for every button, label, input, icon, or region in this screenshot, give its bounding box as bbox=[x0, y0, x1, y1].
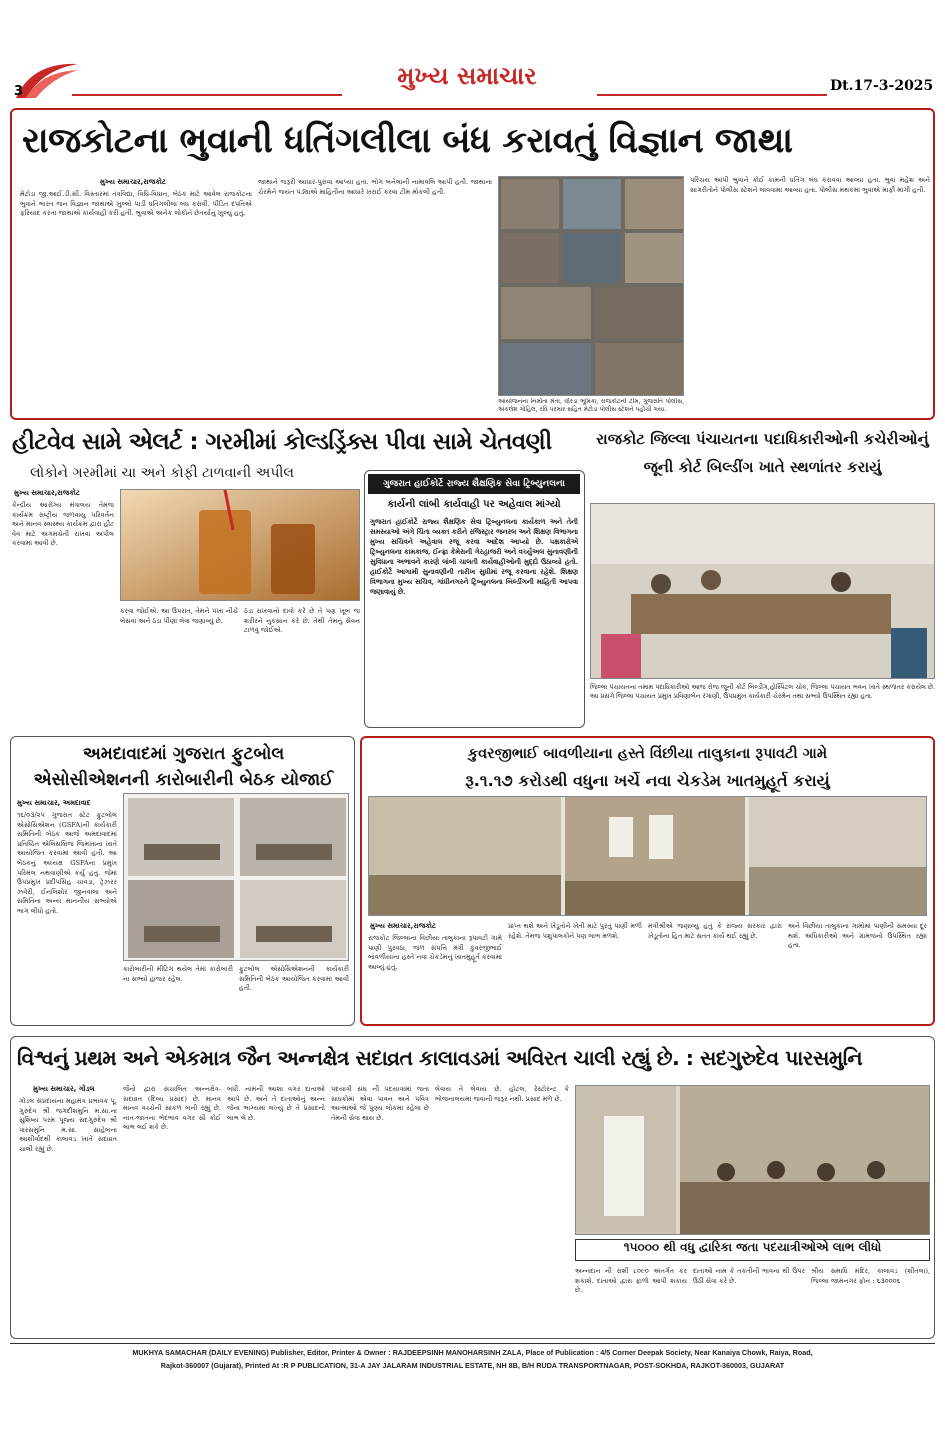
story7-col3: બધી. નામની આશા વગર દાતાઓ આપે છે. અને તે દાતાઓનું અન્ન જેના ભાગ્યમાં લખ્યું છે તે પ્રસાદનો લાભ લે છે. bbox=[227, 1085, 325, 1122]
story7-col2: જૈનો દ્વારા સંચાલિત અન્નક્ષેત્ર-સદાવ્રત (દિવ્ય પ્રસાદ) છે. માનવ માનવ વચ્ચેની સાંકળ બની રહ્યું છે. નાત-જાતના ભેદભાવ વગર સૌ કોઈ લાભ લઈ શકે છે. bbox=[123, 1085, 221, 1132]
masthead-rule-left bbox=[72, 94, 342, 96]
masthead-section-title: મુખ્ય સમાચાર bbox=[397, 62, 537, 90]
story2-col1: કેન્દ્રીય આરોગ્ય મંત્રાલય તેમજ કાર્યક્રમ રાષ્ટ્રીય જળવાયુ પરિવર્તન અને માનવ સ્વાસ્થ્ય કાર્યક્રમ દ્વારા હીટ વેવ માટે અગમચેતી રાખવા અપીલ કરવામાં આવી છે. bbox=[12, 501, 114, 548]
masthead-rule-right bbox=[597, 94, 827, 96]
story6-col2: પ્રાપ્ત થશે અને ખેડૂતોને ખેતી માટે પુરતું પાણી મળી રહેશે. તેમજ પશુપાલકોને પણ લાભ મળશે. bbox=[508, 922, 642, 940]
story2-col2: કરવા જોઈએ. આ ઉપરાંત, તેમને પંખા નીચે બેસવા અને ઠંડા પીણાં લેવા જણાવ્યું છે. bbox=[120, 607, 238, 625]
story7-headline: વિશ્વનું પ્રથમ અને એકમાત્ર જૈન અન્નક્ષેત્ર સદાવ્રત કાલાવડમાં અવિરત ચાલી રહ્યું છે. : સદગુરુદેવ પારસમુનિ bbox=[17, 1046, 863, 1070]
story7-photo-caption: ૧૫૦૦૦ થી વધુ દ્વારિકા જતા પદયાત્રીઓએ લાભ લીધો bbox=[575, 1239, 930, 1261]
imprint-footer bbox=[10, 1343, 935, 1377]
story7-col6-left: અન્નદાન ની રાશી ૮૦૯૦ અંતર્ગત કર શકાશે. દાતાઓ દ્વારા ફાળો આપી શકાય છે. bbox=[575, 1267, 687, 1295]
story-panchayat-shift bbox=[590, 425, 935, 730]
story4-headline-line1: રાજકોટ જિલ્લા પંચાયતના પદાધિકારીઓની કચેરીઓનું bbox=[596, 430, 929, 448]
masthead bbox=[12, 58, 933, 102]
story7-col6-right: દાતાઓ નામ કે તકતીની ભાવના થી ઉપર ઉઠી સેવા કરે છે. bbox=[693, 1267, 805, 1285]
story6-col3: મંત્રીશ્રીએ જણાવ્યું હતું કે રાજ્ય સરકાર દ્વારા ખેડૂતોના હિત માટે સતત કાર્ય થઈ રહ્યું છે. bbox=[648, 922, 782, 940]
story6-photo-ceremony bbox=[368, 796, 927, 916]
story1-col2: જાથાને જરૂરી આધાર-પુરાવા આપ્યા હતા. ભોગ બનેલાની નામાવલિ આપી હતી. જાથાના ચેરમેને જયંત પંડ્યાએ માહિતીના આધારે ખરાઈ કરવા ટીમ મોકલી હતી. bbox=[258, 178, 492, 196]
story7-col5: લેવાય તે લેવાય છે. હોટલ, રેસ્ટોરન્ટ કે ભોજનાલયમાં જવાની જરૂર નથી. પ્રસાદ મળે છે. bbox=[435, 1085, 569, 1103]
story1-headline: રાજકોટના ભુવાની ધતિંગલીલા બંધ કરાવતું વિજ્ઞાન જાથા bbox=[22, 121, 793, 161]
imprint-line1: MUKHYA SAMACHAR (DAILY EVENING) Publisher, Editor, Printer & Owner : RAJDEEPSINH MANOHARSINH ZALA, Place of Publication : 4/5 Corner Deepak Society, Near Kanaiya Chowk, Raiya, Road, bbox=[132, 1348, 813, 1357]
story-jain-annakshetra bbox=[10, 1036, 935, 1339]
story7-col7: શ્રીય સમાધિ મંદિર, કાલાવડ (શીતલા), જિલ્લા જામનગર ફોન : ૬૩૦૦૦૬ bbox=[811, 1267, 930, 1285]
story4-photo-office bbox=[590, 503, 935, 679]
story2-subhead: લોકોને ગરમીમાં ચા અને કોફી ટાળવાની અપીલ bbox=[30, 465, 295, 481]
story2-col3: ઠંડા રાખવાનો દાવો કરે છે તે પણ ખૂબ જ શરીરને નુકસાન કરે છે. તેથી તેમનું સેવન ટાળવું જોઈએ. bbox=[244, 607, 360, 635]
story7-photo-pilgrims bbox=[575, 1085, 930, 1235]
story1-dateline: મુખ્ય સમાચાર,રાજકોટ bbox=[100, 178, 167, 186]
story1-photo-grid bbox=[498, 176, 684, 396]
story5-col1: ૧૬/૦૩/૨૫ ગુજરાત સ્ટેટ ફુટબોલ એસોસિએશન (GSFA)ની કાર્યકારી સમિતિની બેઠક આજે અમદાવાદમાં પ્રતિષ્ઠિત એલિસબ્રિજ જિમખાના ખાતે આયોજિત કરવામાં આવી હતી. આ બેઠકનું અધ્યક્ષ GSFAના પ્રમુખ પરિમલ નથવાણીએ કર્યું હતું. જેમાં ઉપપ્રમુખ પ્રદીપસિંહ ચાવડા, ટ્રેઝરર ઝવેરી, ઈનલિશોર જીનવાલા અને સમિતિના અન્ય માનનીય સભ્યોએ ભાગ લીધો હતો. bbox=[17, 811, 117, 915]
page-number: 3 bbox=[14, 84, 24, 99]
story-tribunal bbox=[364, 470, 585, 728]
story5-photo-meeting bbox=[123, 793, 349, 961]
story6-headline-line2: રૂ.૧.૧૭ કરોડથી વધુના ખર્ચે નવા ચેકડેમ ખાતમુહૂર્ત કરાયું bbox=[465, 771, 830, 790]
masthead-date: Dt.17-3-2025 bbox=[830, 78, 934, 94]
story2-dateline: મુખ્ય સમાચાર,રાજકોટ bbox=[14, 489, 81, 497]
story6-headline-line1: કુવરજીભાઈ બાવળીયાના હસ્તે વિંછીયા તાલુકાના રૂપાવટી ગામે bbox=[467, 746, 828, 762]
story2-headline: હીટવેવ સામે એલર્ટ : ગરમીમાં કોલ્ડડ્રિંક્સ પીવા સામે ચેતવણી bbox=[12, 429, 552, 455]
story5-col2: કારોબારીની મીટિંગ થયેલ તેમાં કારોબારી ના સભ્યો હાજર રહેલ. bbox=[123, 965, 233, 983]
story7-col4: પદયાત્રી સંઘ ની પદયાત્રામાં જતા સાધકોમાં એવા પાવન અને પવિત્ર આત્માઓ જે પુણ્ય લોકમાં રહેલા છે તેમની સેવા થાય છે. bbox=[331, 1085, 429, 1122]
story4-caption: જિલ્લા પંચાયતના તમામ પદાધિકારીઓ આજ રોજ જૂની કોર્ટ બિલ્ડીંગ,હોસ્પિટલ ચોક, જિલ્લા પંચાયત ભવન ખાતે સ્થળાંતર કરાયેલ છે. આ પ્રસંગે જિલ્લા પંચાયત પ્રમુખ પ્રવિણાબેન રંગાણી, ઉપપ્રમુખ કાર્યકારી ચેરમેન તથા સભ્યો ઉપસ્થિત રહ્યા હતા. bbox=[590, 683, 935, 701]
story4-headline-line2: જૂની કોર્ટ બિલ્ડીંગ ખાતે સ્થળાંતર કરાયું bbox=[643, 458, 882, 476]
story1-col4: પરિચય આપી ભુવાને કોઈ કામની ધતિંગ બંધ કરાવવા આવ્યા હતા. ભુવા મહેશ અને સાગરીતોને પોલીસ સ્ટેશને લાવવામાં આવ્યા હતા. પોલીસ મથકમાં ભુવાએ માફી માંગી હતી. bbox=[690, 176, 930, 194]
story5-headline-line1: અમદાવાદમાં ગુજરાત ફુટબોલ bbox=[82, 744, 285, 764]
story5-col3: ફુટબોલ એસોસિએશનની કાર્યકારી સમિતિની બેઠક આયોજિત કરવામાં આવી હતી. bbox=[239, 965, 349, 993]
story1-photo-caption: આયોજનના નિર્માતા મેતા, વીરડા ભૂમિકા, રાજકોટની ટીમ, ગુજરાતિ પોલીસ, અંકલેશ ગોહિલ, રવિ પરમાર સહિત મેટોડા પોલીસ સ્ટેશને પહોંચી ગયા. bbox=[498, 398, 684, 413]
story3-headline-line2: કાર્યની લાંબી કાર્યવાહી પર અહેવાલ માંગ્યો bbox=[387, 499, 561, 510]
story3-body: ગુજરાત હાઈકોર્ટે રાજ્ય શૈક્ષણિક સેવા ટ્રિબ્યુનલના કાર્યકાળ અને તેની સમસ્યાઓ અંગે ચિંતા વ્યક્ત કરીને રજિસ્ટ્રાર જનરલ અને શિક્ષણ વિભાગના મુખ્ય સચિવને અહેવાલ રજૂ કરવા આદેશ આપ્યો છે. પક્ષકારોએ ટ્રિબ્યુનલના કામકાજ, ઈન્ફ્રા કેમેરાની ગેરહાજરી અને વર્ચ્યુઅલ સુનાવણીની સુવિધાના અભાવને કારણે લાંબી ચાલતી કાર્યવાહીઓની મુદ્દો ઉઠાવ્યો હતો. હાઈકોર્ટે આગામી સુનાવણીની તારીખ સુધીમાં રજૂ કરવાના રહેશે. શિક્ષણ વિભાગના મુખ્ય સચિવ, ગાંધીનગરને ટ્રિબ્યુનલના બિલ્ડીંગની માહિતી આપવા જણાવાયું છે. bbox=[370, 518, 578, 596]
story7-dateline: મુખ્ય સમાચાર, ગોંડલ bbox=[33, 1085, 95, 1093]
story1-col1: મેટોડા જી.આઈ.ડી.સી. વિસ્તારમાં તંત્રવિદ્યા, વિધિ-વિધાન, બેઠક માટે આવેલ રાજકોટના ભુવાને ભારત જન વિજ્ઞાન જાથાએ ખુલ્લો પાડી ધતિંગલીલા બંધ કરાવી. પીડિત દંપતિએ ફરિયાદ કરતા જાથાએ કાર્યવાહી કરી હતી. ભુવાએ અનેક લોકોને છેતર્યાનું ખુલ્યું હતું. bbox=[20, 190, 252, 218]
story6-dateline: મુખ્ય સમાચાર,રાજકોટ bbox=[370, 922, 437, 930]
story-checkdam bbox=[360, 736, 935, 1026]
story6-col1: રાજકોટ જિલ્લાના વિંછીયા તાલુકાના રૂપાવટી ગામે પાણી પુરવઠા, જળ સંપત્તિ મંત્રી કુંવરજીભાઈ બાવળીયાના હસ્તે નવા ચેકડેમનું ખાતમુહૂર્ત કરવામાં આવ્યું હતું. bbox=[368, 934, 502, 971]
story-football bbox=[10, 736, 355, 1026]
story-bhuva-exposed bbox=[10, 108, 935, 420]
imprint-line2: Rajkot-360007 (Gujarat), Printed At :R P PUBLICATION, 31-A JAY JALARAM INDUSTRIAL ESTATE, NH 8B, B/H RUDA TRANSPORTNAGAR, POST-SOKHDA, RAJKOT-360003, GUJARAT bbox=[160, 1361, 785, 1370]
story5-headline-line2: એસોસીએશનની કારોબારીની બેઠક યોજાઈ bbox=[33, 770, 334, 790]
group-photo-icon bbox=[499, 177, 684, 396]
ceremony-photo-icon bbox=[369, 797, 927, 916]
story2-photo-drink bbox=[120, 489, 360, 601]
cold-drink-icon bbox=[121, 490, 360, 601]
meeting-photo-icon bbox=[124, 794, 349, 961]
office-meeting-icon bbox=[591, 504, 935, 679]
story7-col1: ગોંડલ સંપ્રદાયના મહામંત્ર પ્રભાવક પૂ. ગુરુદેવ શ્રી જગદીશમુનિ મ.સા.ના સુશિષ્ય પરમ પૂજ્ય સદગુરુદેવ શ્રી પારસમુનિ મ.સા. સાહેબના આશીર્વાદથી કાલાવડ ખાતે સદાવ્રત ચાલી રહ્યું છે. bbox=[19, 1097, 117, 1153]
pilgrims-photo-icon bbox=[576, 1086, 930, 1235]
story5-dateline: મુખ્ય સમાચાર, અમદાવાદ bbox=[17, 799, 91, 807]
story6-col4: અને વિંછીયા તાલુકાના ગામોમાં પાણીની સમસ્યા દૂર થશે. અધિકારીઓ અને ગ્રામજનો ઉપસ્થિત રહ્યા હતા. bbox=[788, 922, 927, 950]
story3-headline-line1: ગુજરાત હાઈકોર્ટે રાજ્ય શૈક્ષણિક સેવા ટ્રિબ્યુનલના bbox=[368, 474, 580, 494]
